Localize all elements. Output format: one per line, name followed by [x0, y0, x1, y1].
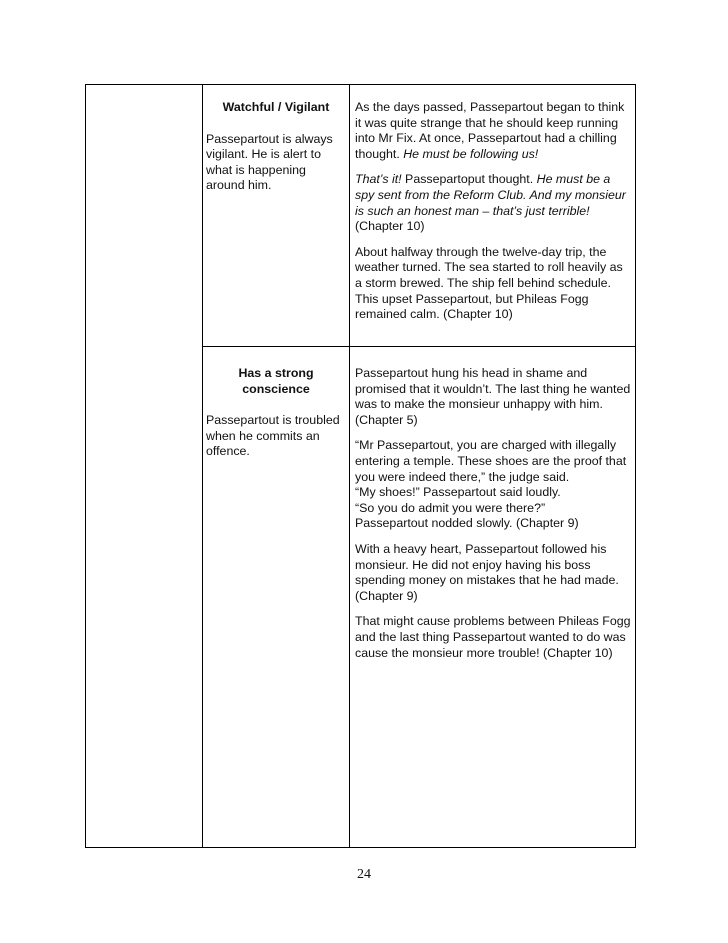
character-trait-table: [85, 84, 636, 848]
row-divider: [202, 346, 635, 347]
evidence-paragraph: Passepartout hung his head in shame and promised that it wouldn’t. The last thing he wanted was to make the monsieur unhappy with him. (Chapter 5): [355, 366, 631, 427]
trait-description: Passepartout is always vigilant. He is alert to what is happening around him.: [206, 131, 333, 193]
column-divider: [202, 85, 203, 847]
evidence-paragraph: [355, 438, 633, 532]
evidence-line: “So you do admit you were there?”: [355, 500, 546, 515]
trait-cell: [206, 100, 346, 194]
trait-description: Passepartout is troubled when he commits an offence.: [206, 413, 340, 459]
evidence-paragraph: That might cause problems between Phileas Fogg and the last thing Passepartout wanted to do was cause the monsieur more trouble! (Chapter 10): [355, 614, 631, 660]
evidence-line: “Mr Passepartout, you are charged with illegally entering a temple. These shoes are the proof that you were indeed there,” the judge said.: [355, 438, 627, 484]
evidence-italic: He must be a spy sent from the Reform Club. And my monsieur is such an honest man – that’s just terrible!: [355, 172, 626, 218]
page-number: 24: [357, 867, 371, 882]
evidence-italic: That’s it!: [355, 172, 402, 187]
evidence-cell: [355, 366, 633, 671]
evidence-line: Passepartout nodded slowly. (Chapter 9): [355, 516, 579, 531]
evidence-line: “My shoes!” Passepartout said loudly.: [355, 485, 561, 500]
trait-title: Has a strong conscience: [238, 366, 314, 396]
evidence-text: As the days passed, Passepartout began to think it was quite strange that he should keep running into Mr Fix. At once, Passepartout had a chilling thought.: [355, 100, 625, 161]
trait-cell: [206, 366, 346, 460]
evidence-cell: [355, 100, 633, 333]
evidence-paragraph: With a heavy heart, Passepartout followed his monsieur. He did not enjoy having his boss spending money on mistakes that he had made. (Chapter 9): [355, 541, 619, 603]
trait-title: Watchful / Vigilant: [222, 100, 330, 114]
evidence-text: (Chapter 10): [355, 219, 425, 234]
evidence-paragraph: [355, 172, 633, 234]
evidence-paragraph: About halfway through the twelve-day trip, the weather turned. The sea started to roll heavily as a storm brewed. The ship fell behind schedule. This upset Passepartout, but Phileas Fogg remained calm. (Chapter 10): [355, 244, 623, 322]
evidence-text: Passepartoput thought.: [401, 172, 537, 187]
evidence-italic: He must be following us!: [403, 146, 539, 161]
evidence-paragraph: [355, 100, 633, 162]
column-divider: [349, 85, 350, 847]
